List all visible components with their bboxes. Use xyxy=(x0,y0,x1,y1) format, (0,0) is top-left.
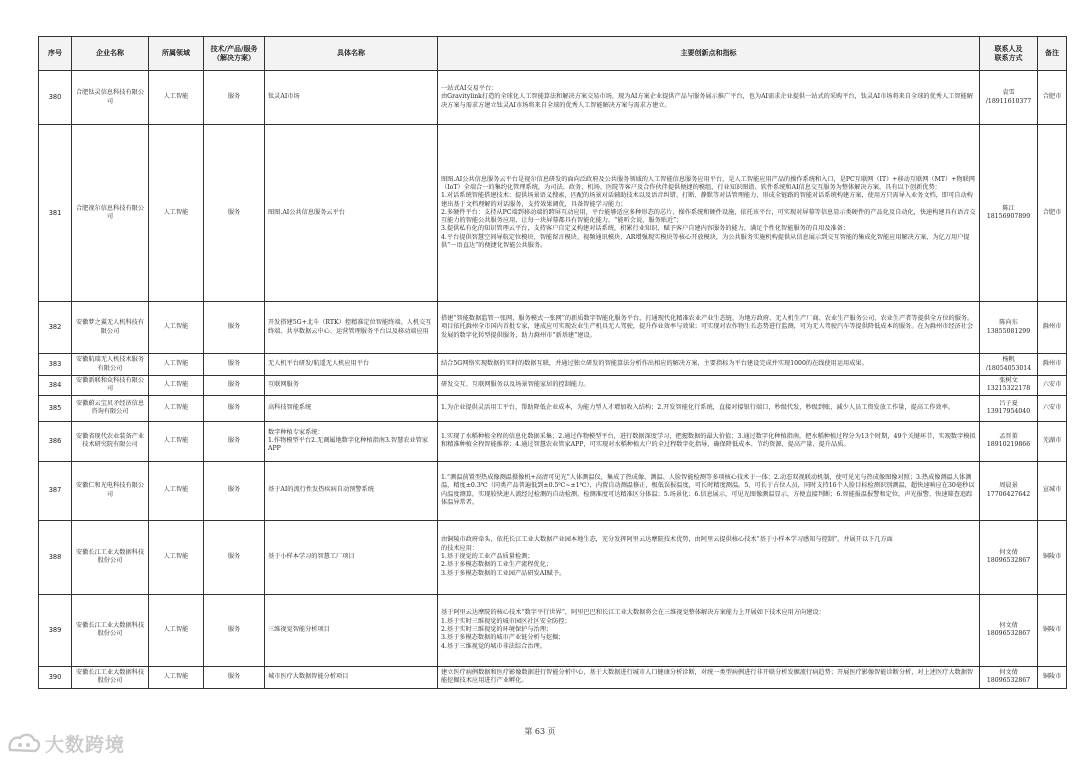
contact-name: 张树文 xyxy=(999,377,1018,384)
innovation-line: 图图.AI公共信息服务云平台是视尔信息研发的面向泛政府及公共服务领域的人工智能信息服务应用平台，是人工智能应用产品的操作系统和入口，是PC互联网（IT）+移动互联网（MT）+物联网（IoT）全端合一的集约化管理系统，为司法、政务、机场、医院等客户及合作伙伴提供便捷的模组、行业知识图谱、软件系统和AI信息交互服务为整体解决方案，具有以下创新优势： xyxy=(441,175,975,191)
enterprise-table xyxy=(38,36,1067,689)
contact-phone: /18054053014 xyxy=(985,364,1032,372)
cell-name: 基于小样本学习的智慧工厂项目 xyxy=(265,520,438,594)
table-row xyxy=(39,594,1067,666)
cell-name: 城市医疗大数据智能分析项目 xyxy=(265,666,438,688)
cell-innovation xyxy=(438,421,980,461)
innovation-line: 结合5G网络实现数据的实时的数据互联，并通过独立研发的智能算法分析作出相应的解决方案，主要指标为平台建设完成并实现1000的在线使用运用成果。 xyxy=(441,360,868,368)
cell-note: 六安市 xyxy=(1038,395,1067,421)
contact-name: 何文倩 xyxy=(999,548,1018,556)
cell-type: 服务 xyxy=(204,354,265,376)
cell-field: 人工智能 xyxy=(149,461,204,520)
contact-phone: 13855081299 xyxy=(986,327,1031,335)
innovation-line: 1.对话系统智能搭建技术：提供场景语义搜索，匹配的场景对话辅助技术以及语音纠错、打断、静默等对话管理能力，形成全链路的智能对话系统构建方案，使用方只需导入业务文档，即可自动构建出基于文档理解的对话服务，支持效果调优，具备智能学习能力； xyxy=(441,192,973,208)
cell-company: 安徽长江工业大数据科技股份公司 xyxy=(72,520,149,594)
cell-contact xyxy=(980,461,1038,520)
cell-type: 服务 xyxy=(204,395,265,421)
contact-name: 吕子夏 xyxy=(999,399,1018,407)
cell-company: 安徽省现代农业装备产业技术研究院有限公司 xyxy=(72,421,149,461)
contact-name: 陈向东 xyxy=(999,319,1018,327)
cell-seq: 384 xyxy=(39,376,72,396)
watermark-logo-icon xyxy=(6,730,42,756)
contact-name: 陈江 xyxy=(1002,204,1015,212)
cell-note: 六安市 xyxy=(1038,376,1067,396)
cell-contact xyxy=(980,594,1038,666)
cell-field: 人工智能 xyxy=(149,302,204,354)
cell-field: 人工智能 xyxy=(149,395,204,421)
cell-seq: 387 xyxy=(39,461,72,520)
innovation-line: 2.多硬件平台：支持从PC端到移动端的跨屏互动应用，平台能够适应多种形态的芯片、操作系统和硬件设施，依托该平台，可实现对屏幕等信息显示类硬件的产品化及自动化，快速构建具有语音交互能力的智能公共服务应用，让每一块屏幕都具有智能化能力，“能听会说，服务贴近”； xyxy=(441,208,976,225)
cell-name: 基于AI的流行性发热疾病自动预警系统 xyxy=(265,461,438,520)
contact-name: 周晨景 xyxy=(999,482,1018,490)
contact-name: 袁雪 xyxy=(1002,89,1015,97)
cell-company: 安徽长江工业大数据科技股份公司 xyxy=(72,666,149,688)
cell-note: 合肥市 xyxy=(1038,71,1067,125)
cell-type: 服务 xyxy=(204,461,265,520)
cell-name: 数字种植专家系统： 1.作物模型平台2.无调属地数字化种植指南3.智慧农业管家APP xyxy=(265,421,438,461)
table-row xyxy=(39,71,1067,125)
cell-seq: 390 xyxy=(39,666,72,688)
contact-name: 杨帆 xyxy=(1002,356,1015,364)
cell-type: 服务 xyxy=(204,125,265,302)
header-seq: 序号 xyxy=(39,37,72,71)
innovation-line: 1.基于实时三维视觉的城市园区社区安全防控； xyxy=(441,617,571,625)
cell-company: 安徽仁和光电科技有限公司 xyxy=(72,461,149,520)
cell-innovation xyxy=(438,594,980,666)
watermark xyxy=(6,728,125,758)
cell-note: 铜陵市 xyxy=(1038,666,1067,688)
innovation-line: 3.基于多模态数据的工业园产品研发AI赋予。 xyxy=(441,569,566,577)
header-innovation: 主要创新点和指标 xyxy=(438,37,980,71)
innovation-line: 1.基于视觉的工业产品质量检测； xyxy=(441,552,534,560)
innovation-line: 由铜陵市政府牵头，依托长江工业大数据产业园本地生态，充分发挥阿里云达摩院技术优势，由阿里云提供核心技术“基于小样本学习感知与控制”，并展开以下几方面 xyxy=(441,536,893,544)
cell-type: 服务 xyxy=(204,421,265,461)
innovation-line: 2.基于多模态数据的工业生产流程优化； xyxy=(441,561,553,569)
table-row xyxy=(39,302,1067,354)
cell-field: 人工智能 xyxy=(149,666,204,688)
table-row xyxy=(39,461,1067,520)
cell-type: 服务 xyxy=(204,302,265,354)
cell-contact xyxy=(980,302,1038,354)
innovation-line: 搭建“智能数据监管一张网，服务模式一张网”的新质数字智能化服务平台，打通现代化精准农业产业生态链，为地方政府、无人机生产厂商、农业生产服务公司、农业生产者等提供全方位的服务。项目依托滁州全市国内首批专家，建成应可实现农业生产机具无人驾驶，提升作业效率与效果；可实现对农作物生长态势进行监测，可为无人驾驶汽车等提供降低成本的服务。在为滁州市经济社会发展的数字化转型提供服务，助力滁州市“新基建”建设。 xyxy=(441,315,974,339)
cell-name: 互联网服务 xyxy=(265,376,438,396)
cell-company: 合肥钛灵信息科技有限公司 xyxy=(72,71,149,125)
innovation-line: 一站式AI交易平台： xyxy=(441,85,498,93)
innovation-line: 4.基于三维视觉的城市非法综合治理。 xyxy=(441,642,546,650)
page-number: 第 63 页 xyxy=(524,727,556,736)
table-row xyxy=(39,125,1067,302)
cell-note: 芜湖市 xyxy=(1038,421,1067,461)
contact-phone: 13917954040 xyxy=(986,408,1031,416)
header-type xyxy=(204,37,265,71)
cell-innovation xyxy=(438,125,980,302)
table-row xyxy=(39,421,1067,461)
innovation-line: 1.为企业提供灵活用工平台，帮助降低企业成本，为能力型人才增加收入结构；2.开发智能化行系统，直接对接银行端口，秒级代发，秒级到账，减少人员工资发放工作量，提高工作效率。 xyxy=(441,403,954,411)
cell-note: 宣城市 xyxy=(1038,461,1067,520)
cell-field: 人工智能 xyxy=(149,421,204,461)
cell-seq: 381 xyxy=(39,125,72,302)
cell-contact xyxy=(980,666,1038,688)
watermark-text: 大数跨境 xyxy=(45,733,126,756)
cell-field: 人工智能 xyxy=(149,125,204,302)
cell-name: 图图.AI公共信息服务云平台 xyxy=(265,125,438,302)
cell-company: 合肥视尔信息科技有限公司 xyxy=(72,125,149,302)
cell-company: 安徽蔚云宝贝矛经济信息咨询有限公司 xyxy=(72,395,149,421)
cell-note: 合肥市 xyxy=(1038,125,1067,302)
cell-seq: 385 xyxy=(39,395,72,421)
header-contact xyxy=(980,37,1038,71)
cell-seq: 382 xyxy=(39,302,72,354)
contact-phone: /18911610377 xyxy=(985,97,1032,105)
cell-contact xyxy=(980,71,1038,125)
innovation-line: 3.基于多模态数据的城市产业链分析与挖掘； xyxy=(441,634,565,642)
cell-innovation xyxy=(438,666,980,688)
table-header-row xyxy=(39,37,1067,71)
cell-innovation xyxy=(438,302,980,354)
table-row xyxy=(39,395,1067,421)
document-page xyxy=(38,36,1062,689)
contact-name: 何文倩 xyxy=(999,668,1018,676)
cell-seq: 383 xyxy=(39,354,72,376)
cell-contact xyxy=(980,395,1038,421)
contact-phone: 18156907899 xyxy=(986,213,1031,220)
cell-field: 人工智能 xyxy=(149,354,204,376)
innovation-line: 3.提供私有化的知识管理云平台，支持客户自定义构建对话系统，积累行业知识，赋予客户自建内容服务的能力，满足个性化智能服务的自用及准备； xyxy=(441,225,850,233)
cell-innovation xyxy=(438,376,980,396)
cell-type: 服务 xyxy=(204,666,265,688)
header-name: 具体名称 xyxy=(265,37,438,71)
cell-name: 高科技智能系统 xyxy=(265,395,438,421)
cell-note: 滁州市 xyxy=(1038,302,1067,354)
table-row xyxy=(39,376,1067,396)
cell-contact xyxy=(980,354,1038,376)
cell-company: 安徽梦之翼无人机科技有限公司 xyxy=(72,302,149,354)
contact-phone: 18096532867 xyxy=(986,557,1031,565)
cell-company: 安徽新联和众科技有限公司 xyxy=(72,376,149,396)
table-row xyxy=(39,520,1067,594)
cell-contact xyxy=(980,520,1038,594)
header-company: 企业名称 xyxy=(72,37,149,71)
header-note: 备注 xyxy=(1038,37,1067,71)
innovation-line: 由Gravitylink打造的全球化人工智能算法和解决方案交易市场，现为AI方案企业提供产品与服务展示推广平台，也为AI需求企业提供一站式的采购平台，钛灵AI市场将来自全球的优秀人工智能解决方案与需求方建立钛灵AI市场将来自全球的优秀人工智能解决方案与需求方建立。 xyxy=(441,93,973,109)
innovation-line: 基于阿里云达摩院的核心技术“数字平行世界”，阿里巴巴和长江工业大数据将会在三维视觉整体解决方案能力上开展如下技术应用方向建设： xyxy=(441,609,825,617)
cell-innovation xyxy=(438,520,980,594)
cell-company: 安徽航瑞无人机技术服务有限公司 xyxy=(72,354,149,376)
cell-name: 三维视觉智能分析项目 xyxy=(265,594,438,666)
innovation-line: 2.基于实时三维视觉的环境保护与治理； xyxy=(441,625,553,633)
table-body xyxy=(39,71,1067,689)
cell-field: 人工智能 xyxy=(149,71,204,125)
cell-innovation xyxy=(438,71,980,125)
cell-note: 滁州市 xyxy=(1038,354,1067,376)
cell-field: 人工智能 xyxy=(149,520,204,594)
cell-name: 无人机平台研发/航遥无人机应用平台 xyxy=(265,354,438,376)
table-row xyxy=(39,666,1067,688)
contact-phone: 13215322178 xyxy=(986,385,1031,393)
cell-seq: 389 xyxy=(39,594,72,666)
cell-type: 服务 xyxy=(204,71,265,125)
cell-name: 开发搭建5G+北斗（RTK）控精准定位智能终端、人机交互终端、共享数据云中心、运营管理服务平台以及移动端应用 xyxy=(265,302,438,354)
cell-seq: 386 xyxy=(39,421,72,461)
cell-field: 人工智能 xyxy=(149,594,204,666)
cell-contact xyxy=(980,125,1038,302)
contact-phone: 17706427642 xyxy=(986,490,1031,498)
innovation-line: 研发交互、互联网服务以及场景智能家居的控制能力。 xyxy=(441,381,590,389)
contact-name: 何文倩 xyxy=(999,621,1018,629)
header-field: 所属领域 xyxy=(149,37,204,71)
cell-type: 服务 xyxy=(204,594,265,666)
cell-note: 铜陵市 xyxy=(1038,520,1067,594)
innovation-line: 建立医疗病例数据和医疗影像数据进行智能分析中心，基于大数据进行城市人口健康分析诊断，对统一类型病例进行非开联分析发掘流行病趋势；开展医疗影像智能诊断分析，对上述医疗大数据智能挖掘技术应用进行产业孵化。 xyxy=(441,668,974,685)
cell-type: 服务 xyxy=(204,376,265,396)
contact-phone: 18910219866 xyxy=(986,441,1031,449)
cell-contact xyxy=(980,421,1038,461)
cell-innovation xyxy=(438,395,980,421)
header-type-line1: 技术/产品/服务 xyxy=(210,44,258,53)
cell-company: 安徽长江工业大数据科技股份公司 xyxy=(72,594,149,666)
cell-contact xyxy=(980,376,1038,396)
cell-name: 钛灵AI市场 xyxy=(265,71,438,125)
table-row xyxy=(39,354,1067,376)
innovation-line: 的技术应用： xyxy=(441,544,479,552)
contact-name: 孟晋董 xyxy=(999,432,1018,440)
header-type-line2: （解决方案） xyxy=(213,53,255,62)
cell-innovation xyxy=(438,354,980,376)
innovation-line: 4.平台提供智慧空间导航定位模块、智能留言模块、视频通讯模块、AR增强现实模块等核心开放模块，为公共服务实施机构提供从信息展示到交互智能的集成化智能应用解决方案，为亿万用户提供“一语直达”的便捷化智能公共服务。 xyxy=(441,233,970,250)
cell-note: 铜陵市 xyxy=(1038,594,1067,666)
header-contact-line2: 联系方式 xyxy=(994,53,1023,62)
cell-seq: 388 xyxy=(39,520,72,594)
cell-innovation xyxy=(438,461,980,520)
innovation-line: 1.实现了水稻种植全程的信息化数据采集；2.通过作物模型平台，进行数据深度学习，把握数据的最大价值；3.通过数字化种植指南，把水稻种植过程分为13个时期，49个关键环节，实现数字模拟和精准种植全程智能推荐；4.通过智慧农业管家APP，可实现对水稻种植大户的全过程数字化指导，确保降低成本、节约资源、提高产量、提升品质。 xyxy=(441,432,976,449)
contact-phone: 18096532867 xyxy=(986,630,1031,638)
cell-type: 服务 xyxy=(204,520,265,594)
contact-phone: 18096532867 xyxy=(986,677,1031,685)
innovation-line: 1.“测温前置型热成像测温摄像机+高清可见光”人体测温仪，集成了热成像、测温、人脸智能检测等多项核心技术于一体；2.动态双视联动机制，使可见光与热成像图像对照；3.热成像测温人体测温，精度±0.3℃（同类产品普遍低到±0.5℃~±1℃），内置自动测温修正，极低误报温度，可长时精度测温。5，可长于占位人员，同时支持16个人脸目标检测识别测温，超快速响应在30毫秒以内温度测算，实现较快速人流经过检测的自动检测，检测准度可达精准区分体温；5.场景化；6.信息展示，可见光图像测温显示，方便直接判断；6.智能报温报警和定位，声光报警，快速筛查追踪体温异常者。 xyxy=(441,474,975,506)
header-contact-line1: 联系人及 xyxy=(994,44,1023,53)
cell-field: 人工智能 xyxy=(149,376,204,396)
cell-seq: 380 xyxy=(39,71,72,125)
